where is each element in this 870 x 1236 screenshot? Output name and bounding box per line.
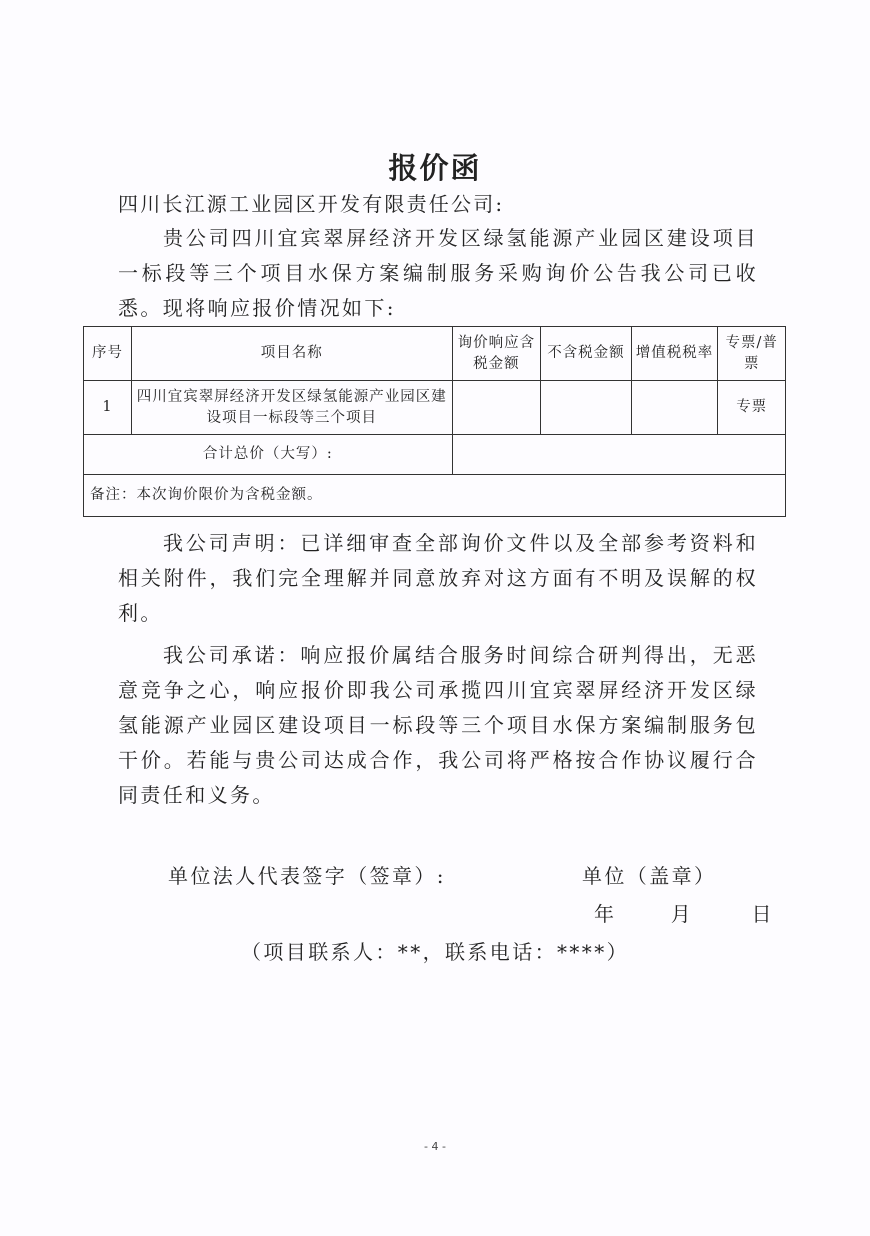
page-number: - 4 - (424, 1140, 446, 1153)
declaration-paragraph: 我公司声明：已详细审查全部询价文件以及全部参考资料和相关附件，我们完全理解并同意放弃对这方面有不明及误解的权利。 (118, 531, 758, 625)
table-note: 备注：本次询价限价为含税金额。 (84, 475, 786, 517)
date-day: 日 (751, 902, 772, 926)
unit-seal-label: 单位（盖章） (582, 864, 717, 888)
contact-info: （项目联系人：**，联系电话：****） (241, 940, 629, 964)
addressee: 四川长江源工业园区开发有限责任公司: (118, 192, 505, 216)
date-year: 年 (594, 902, 614, 926)
table-total-row (84, 435, 786, 475)
cell-seq: 1 (84, 381, 132, 435)
cell-name: 四川宜宾翠屏经济开发区绿氢能源产业园区建设项目一标段等三个项目 (132, 381, 453, 435)
quote-table (83, 326, 786, 517)
commitment-paragraph: 我公司承诺：响应报价属结合服务时间综合研判得出，无恶意竞争之心，响应报价即我公司承揽四川宜宾翠屏经济开发区绿氢能源产业园区建设项目一标段等三个项目水保方案编制服务包干价。若能与贵公司达成合作，我公司将严格按合作协议履行合同责任和义务。 (118, 643, 758, 807)
header-invoice: 专票/普票 (718, 327, 786, 381)
cell-incl-tax (452, 381, 541, 435)
date-month: 月 (670, 902, 691, 926)
header-seq: 序号 (84, 327, 132, 381)
date-line (594, 898, 771, 927)
header-excl-tax: 不含税金额 (541, 327, 632, 381)
total-value (452, 435, 785, 475)
cell-excl-tax (541, 381, 632, 435)
page-title: 报价函 (388, 151, 482, 185)
header-vat-rate: 增值税税率 (631, 327, 718, 381)
header-name: 项目名称 (132, 327, 453, 381)
total-label: 合计总价（大写）: (84, 435, 453, 475)
header-incl-tax: 询价响应含税金额 (452, 327, 541, 381)
cell-vat-rate (631, 381, 718, 435)
cell-invoice: 专票 (718, 381, 786, 435)
table-header-row (84, 327, 786, 381)
legal-rep-signature-label: 单位法人代表签字（签章）: (168, 864, 446, 888)
table-note-row (84, 475, 786, 517)
intro-paragraph: 贵公司四川宜宾翠屏经济开发区绿氢能源产业园区建设项目一标段等三个项目水保方案编制服务采购询价公告我公司已收悉。现将响应报价情况如下: (118, 226, 758, 320)
table-row (84, 381, 786, 435)
